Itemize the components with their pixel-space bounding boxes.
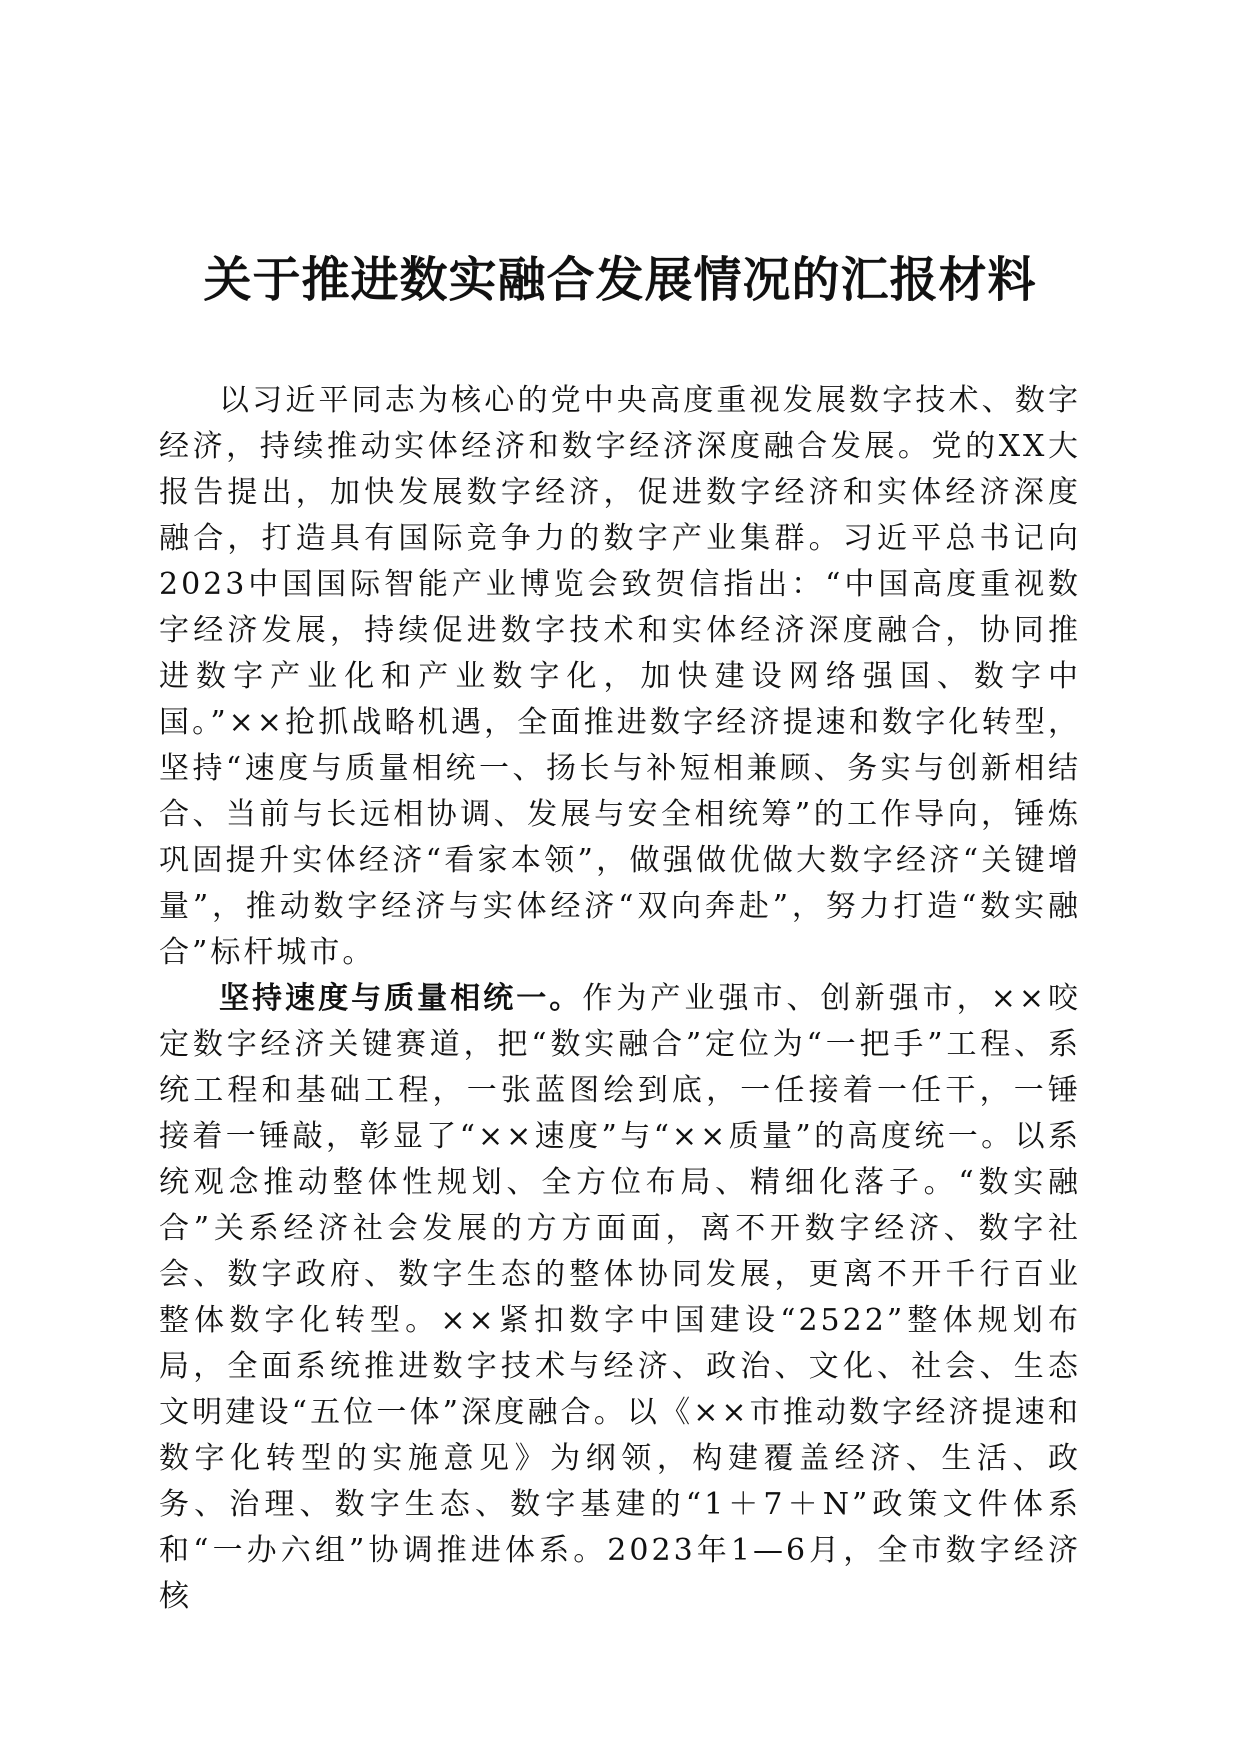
paragraph-intro-text: 以习近平同志为核心的党中央高度重视发展数字技术、数字经济，持续推动实体经济和数字经济深度融合发展。党的XX大报告提出，加快发展数字经济，促进数字经济和实体经济深度融合，打造具有国际竞争力的数字产业集群。习近平总书记向2023中国国际智能产业博览会致贺信指出：“中国高度重视数字经济发展，持续促进数字技术和实体经济深度融合，协同推进数字产业化和产业数字化，加快建设网络强国、数字中国。”××抢抓战略机遇，全面推进数字经济提速和数字化转型，坚持“速度与质量相统一、扬长与补短相兼顾、务实与创新相结合、当前与长远相协调、发展与安全相统筹”的工作导向，锤炼巩固提升实体经济“看家本领”，做强做优做大数字经济“关键增量”，推动数字经济与实体经济“双向奔赴”，努力打造“数实融合”标杆城市。 [159, 383, 1081, 970]
paragraph-intro [159, 378, 1081, 976]
paragraph-speed-quality-text: 作为产业强市、创新强市，××咬定数字经济关键赛道，把“数实融合”定位为“一把手”工程、系统工程和基础工程，一张蓝图绘到底，一任接着一任干，一锤接着一锤敲，彰显了“××速度”与“××质量”的高度统一。以系统观念推动整体性规划、全方位布局、精细化落子。“数实融合”关系经济社会发展的方方面面，离不开数字经济、数字社会、数字政府、数字生态的整体协同发展，更离不开千行百业整体数字化转型。××紧扣数字中国建设“2522”整体规划布局，全面系统推进数字技术与经济、政治、文化、社会、生态文明建设“五位一体”深度融合。以《××市推动数字经济提速和数字化转型的实施意见》为纲领，构建覆盖经济、生活、政务、治理、数字生态、数字基建的“1＋7＋N”政策文件体系和“一办六组”协调推进体系。2023年1—6月，全市数字经济核 [159, 981, 1082, 1614]
document-body [159, 378, 1081, 1620]
document-title: 关于推进数实融合发展情况的汇报材料 [203, 252, 1037, 308]
paragraph-speed-quality [159, 976, 1081, 1620]
paragraph-heading: 坚持速度与质量相统一。 [219, 981, 583, 1016]
